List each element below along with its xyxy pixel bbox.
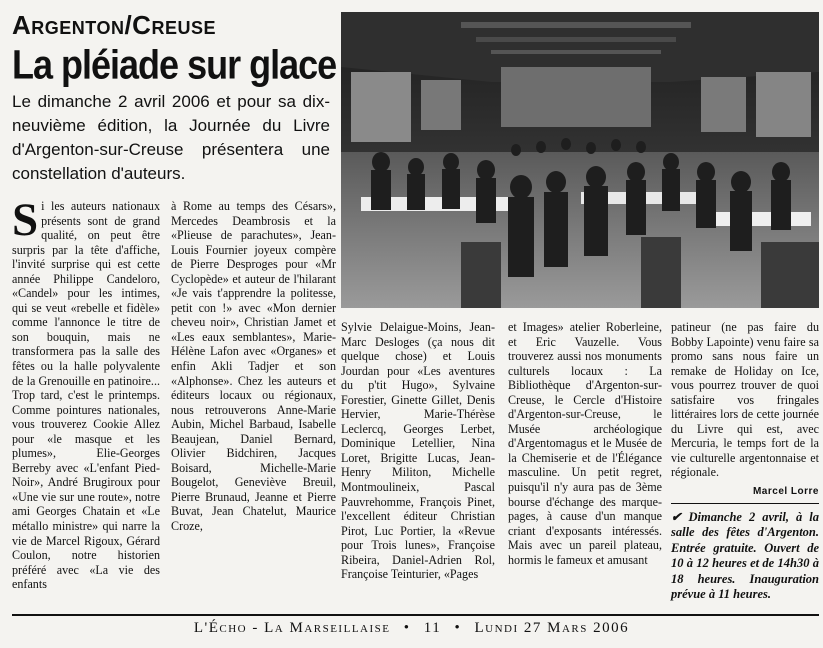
lead-paragraph: Le dimanche 2 avril 2006 et pour sa dix-neuvième édition, la Journée du Livre d'Argenton-sur-Creuse présentera une constellation d'auteurs. (12, 92, 330, 183)
page-footer (0, 620, 823, 637)
footer-separator: • (454, 620, 462, 636)
column-4-text: et Images» atelier Roberleine, et Eric Vauzelle. Vous trouverez aussi nos monuments culturels locaux : La Bibliothèque d'Argenton-sur-Creuse, le Cercle d'Histoire d'Argenton-sur-Creuse, le Musée archéologique d'Argentomagus et le Musée de la Chemiserie et de l'Élégance masculine. Un petit regret, puisqu'il n'y aura pas de 3ème bourse d'échange des marque-pages, à cause d'un manque criant d'exposants intéressés. Mais avec un pareil plateau, hormis le fameux et amusant (508, 320, 662, 567)
article-column-4 (508, 320, 662, 597)
footer-paper-name: L'Écho - La Marseillaise (193, 620, 391, 636)
article-column-1 (12, 199, 160, 597)
divider (671, 503, 819, 504)
footer-page-number: 11 (423, 620, 442, 636)
article-column-3 (341, 320, 495, 597)
column-1-text: i les auteurs nationaux présents sont de grand qualité, on peut être surpris par la tête d'affiche, l'invité surprise qui est cette année Philippe Candeloro, «Candel» pour les intimes, qui se veut «rebelle et fidèle» comme l'annonce le titre de son bouquin, mais ne transformera pas la salle des fêtes ou la halle polyvalente de la Grenouille en patinoire... Trop tard, c'est le printemps. Comme pointures nationales, vous trouverez Cookie Allez pour «le masque et les plumes», Elie-Georges Berreby avec «L'enfant Pied-Noir», André Brugiroux pour «Une vie sur une route», notre ami Georges Chatain et «Le métallo ministre» qui narre la vie de Marcel Rigoux, Gérard Coulon, notre historien préféré avec «La vie des enfants (12, 199, 160, 592)
article-column-2 (171, 199, 336, 597)
column-2-text: à Rome au temps des Césars», Mercedes Deambrosis et la «Plieuse de parachutes», Jean-Louis Fournier joyeux compère de Pierre Desproges pour «Mr Cyclopède» et auteur de l'hilarant «Je vais t'apprendre la politesse, petit con !» avec «Mon dernier cheveu noir», Christian Jamet et «Les eaux semblantes», Marie-Hélène Lafon avec «Organes» et enfin Akli Tadjer et son «Alphonse». Chez les auteurs et éditeurs locaux ou régionaux, nous retrouverons Anne-Marie Aubin, Michel Barbaud, Isabelle Beaujean, Daniel Bernard, Olivier Bidchiren, Jacques Boisard, Michelle-Marie Bougelot, Geneviève Breuil, Pierre Brunaud, Jeanne et Pierre Buvat, Jean Chatelut, Maurice Croze, (171, 199, 336, 534)
column-5-text: patineur (ne pas faire du Bobby Lapointe) venu faire sa promo sans nous faire un remake de Holiday on Ice, vous pourrez trouver de quoi satisfaire vos fringales littéraires lors de cette journée du Livre qui est, avec Mercuria, le temps fort de la vie culturelle argentonnaise et régionale. (671, 320, 819, 480)
column-3-text: Sylvie Delaigue-Moins, Jean-Marc Desloges (ça nous dit quelque chose) et Louis Jourdan pour «Les aventures du p'tit Hugo», Sylvaine Forestier, Ginette Gillet, Denis Hervier, Marie-Thérèse Leclercq, Georges Lerbet, Dominique Letellier, Nina Loret, Brigitte Lucas, Jean-Henry Militon, Michelle Montmoulineix, Pascal Pauvrehomme, François Pinet, l'excellent éditeur Christian Pirot, Luc Portier, la «Revue pour Trois lunes», Françoise Ribeira, Daniel-Adrien Rol, Françoise Teinturier, «Pages (341, 320, 495, 582)
event-photo (341, 12, 819, 308)
crowd-hall-image (341, 12, 819, 308)
event-info-box: ✔ Dimanche 2 avril, à la salle des fêtes d'Argenton. Entrée gratuite. Ouvert de 10 à 12 heures et de 14h30 à 18 heures. Inauguration prévue à 11 heures. (671, 510, 819, 602)
article-column-5 (671, 320, 819, 488)
headline: La pléiade sur glace (12, 41, 337, 88)
footer-divider (12, 614, 819, 616)
footer-date: Lundi 27 Mars 2006 (474, 620, 630, 636)
author-signature: Marcel Lorre (752, 486, 819, 497)
section-title: Argenton/Creuse (12, 10, 216, 40)
drop-cap: S (12, 199, 39, 246)
footer-separator: • (403, 620, 411, 636)
